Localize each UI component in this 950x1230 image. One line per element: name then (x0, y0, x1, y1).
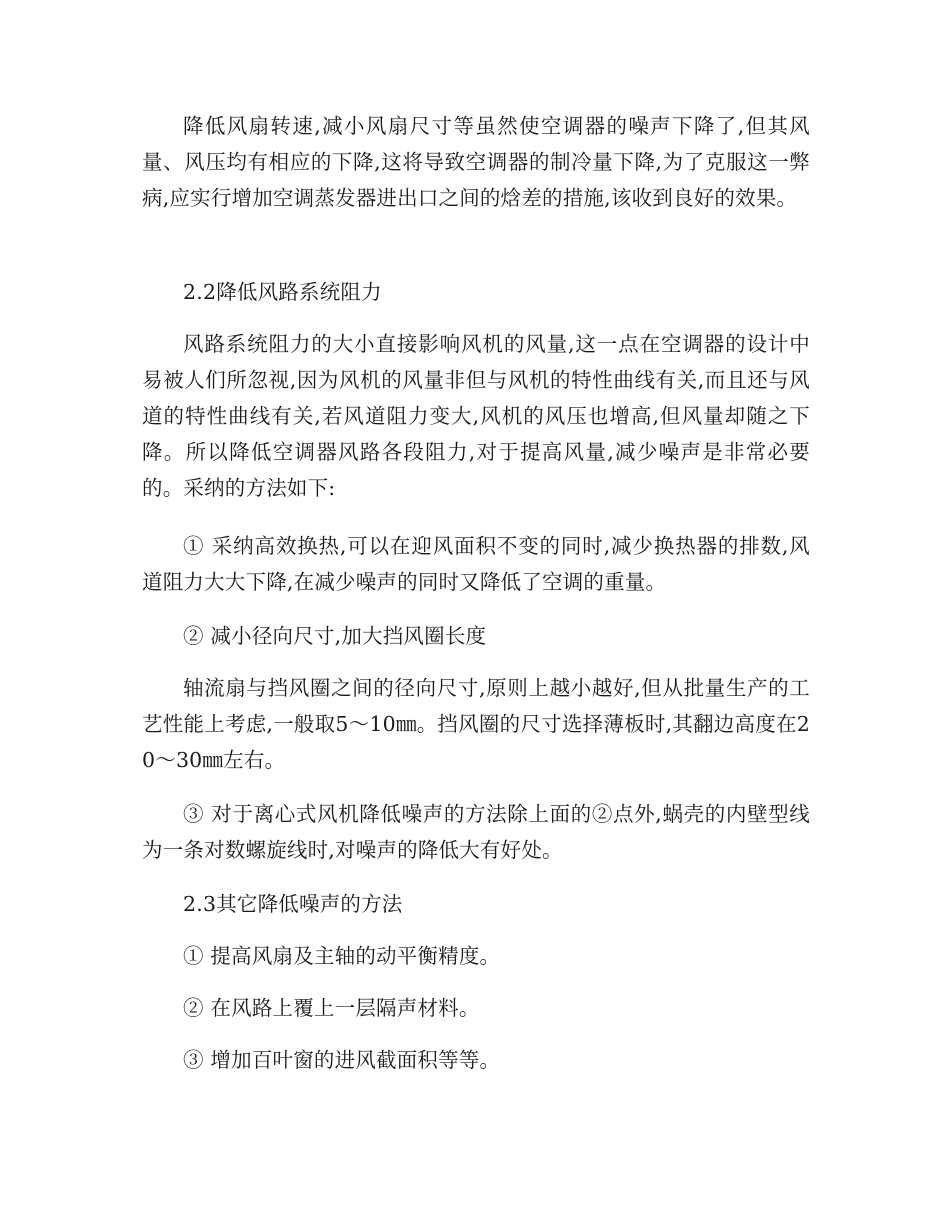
paragraph-fan-speed: 降低风扇转速,减小风扇尺寸等虽然使空调器的噪声下降了,但其风量、风压均有相应的下降,这将导致空调器的制冷量下降,为了克服这一弊病,应实行增加空调蒸发器进出口之间的焓差的措施,该收到良好的效果。 (142, 114, 810, 210)
paragraph-air-path-resistance: 风路系统阻力的大小直接影响风机的风量,这一点在空调器的设计中易被人们所忽视,因为风机的风量非但与风机的特性曲线有关,而且还与风道的特性曲线有关,若风道阻力变大,风机的风压也增高,但风量却随之下降。所以降低空调器风路各段阻力,对于提高风量,减少噪声是非常必要的。采纳的方法如下: (142, 332, 810, 500)
section-heading-2-2: 2.2降低风路系统阻力 (183, 280, 382, 304)
list-item-centrifugal-fan: ③ 对于离心式风机降低噪声的方法除上面的②点外,蜗壳的内壁型线为一条对数螺旋线时,对噪声的降低大有好处。 (142, 802, 810, 862)
list-item-dynamic-balance: ① 提高风扇及主轴的动平衡精度。 (183, 944, 501, 968)
list-item-efficient-heat-exchange: ① 采纳高效换热,可以在迎风面积不变的同时,减少换热器的排数,风道阻力大大下降,在减少噪声的同时又降低了空调的重量。 (142, 534, 810, 594)
section-heading-2-3: 2.3其它降低噪声的方法 (183, 892, 403, 916)
paragraph-axial-fan-clearance: 轴流扇与挡风圈之间的径向尺寸,原则上越小越好,但从批量生产的工艺性能上考虑,一般取5～10㎜。挡风圈的尺寸选择薄板时,其翻边高度在20～30㎜左右。 (142, 676, 810, 772)
list-item-sound-insulation: ② 在风路上覆上一层隔声材料。 (183, 996, 480, 1020)
list-item-radial-size: ② 减小径向尺寸,加大挡风圈长度 (183, 624, 487, 648)
list-item-louver-area: ③ 增加百叶窗的进风截面积等等。 (183, 1048, 501, 1072)
